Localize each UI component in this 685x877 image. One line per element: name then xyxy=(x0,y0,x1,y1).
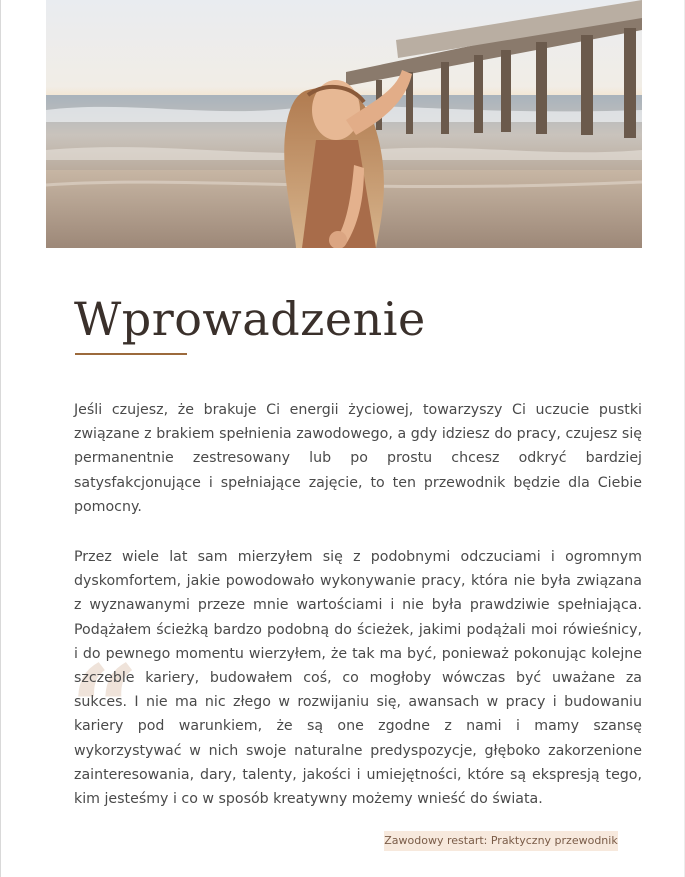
body-paragraph: Przez wiele lat sam mierzyłem się z podobnymi odczuciami i ogromnym dyskomfortem, jakie powodowało wykonywanie pracy, która nie była związana z wyznawanymi przeze mnie wartościami i nie była prawdziwie spełniająca. Podążałem ścieżką bardzo podobną do ścieżek, jakimi podążali moi rówieśnicy, i do pewnego momentu wierzyłem, że tak ma być, ponieważ pokonując kolejne szczeble kariery, budowałem coś, co mogłoby wówczas być uważane za sukces. I nie ma nic złego w rozwijaniu się, awansach w pracy i budowaniu kariery pod warunkiem, że są one zgodne z nami i mamy szansę wykorzystywać w nich swoje naturalne predyspozycje, głęboko zakorzenione zainteresowania, dary, talenty, jakości i umiejętności, które są ekspresją tego, kim jesteśmy i co w sposób kreatywny możemy wnieść do świata. xyxy=(74,549,642,808)
page-title: Wprowadzenie xyxy=(74,292,426,346)
page-left-edge xyxy=(0,0,1,877)
intro-paragraph: Jeśli czujesz, że brakuje Ci energii życiowej, towarzyszy Ci uczucie pustki związane z brakiem spełnienia zawodowego, a gdy idziesz do pracy, czujesz się permanentnie zestresowany lub po prostu chcesz odkryć bardziej satysfakcjonujące i spełniające zajęcie, to ten przewodnik będzie dla Ciebie pomocny. xyxy=(74,402,642,515)
title-underline xyxy=(75,353,187,355)
footer-book-title: Zawodowy restart: Praktyczny przewodnik xyxy=(384,831,618,851)
quote-mark-decoration: “ xyxy=(70,639,134,780)
hero-photo xyxy=(46,0,642,248)
